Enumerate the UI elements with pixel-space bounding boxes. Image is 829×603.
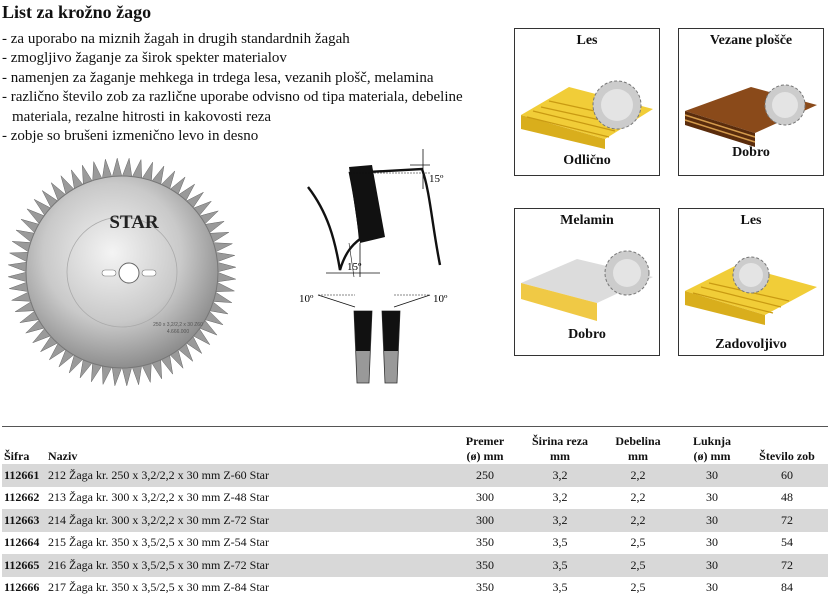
page-title: List za krožno žago [2,2,152,22]
cell-bore: 30 [706,490,718,505]
cell-teeth: 48 [781,490,793,505]
header-line: Debelina [615,434,661,448]
col-header-code: Šifra [4,449,30,463]
cell-teeth: 72 [746,509,828,532]
cell-teeth: 84 [781,580,793,595]
cell-diameter: 250 [448,464,522,487]
col-header-bore [678,426,746,464]
cell-teeth: 54 [781,535,793,550]
cell-name: 214 Žaga kr. 300 x 3,2/2,2 x 30 mm Z-72 Star [46,509,448,532]
table-row [2,487,828,510]
col-header-teeth: Število zob [759,449,815,463]
material-name: Les [576,33,598,48]
header-line: mm [628,449,648,463]
cell-thickness: 2,5 [598,554,678,577]
cell-diameter: 300 [476,490,494,505]
cell-code: 112664 [4,535,40,550]
product-table [2,426,828,599]
table-row [2,464,828,487]
material-rating: Zadovoljivo [715,337,787,352]
material-rating: Dobro [732,145,770,160]
header-line: Premer [465,434,505,448]
blade-spec-text: 4.666.000 [166,329,190,335]
cell-name: 213 Žaga kr. 300 x 3,2/2,2 x 30 mm Z-48 Star [48,490,269,505]
cell-thickness: 2,2 [598,509,678,532]
cell-code: 112661 [2,464,46,487]
clearance-angle-label: 15º [347,261,362,273]
wood-cut-icon [517,57,657,149]
melamine-cut-icon [517,235,657,327]
cell-bore: 30 [678,554,746,577]
col-header-thickness [598,426,678,464]
header-line: (ø) mm [466,449,504,463]
material-card-wood [514,28,660,176]
col-header-diameter [448,426,522,464]
cell-code: 112663 [2,509,46,532]
table-row [2,532,828,555]
header-line: mm [550,449,570,463]
cell-name: 215 Žaga kr. 350 x 3,5/2,5 x 30 mm Z-54 Star [48,535,269,550]
cell-bore: 30 [706,580,718,595]
cell-thickness: 2,5 [630,580,646,595]
cell-diameter: 350 [476,580,494,595]
cell-name: 216 Žaga kr. 350 x 3,5/2,5 x 30 mm Z-72 Star [46,554,448,577]
feature-item: - zobje so brušeni izmenično levo in desno [2,127,482,146]
cell-kerf: 3,2 [552,490,568,505]
header-line: Širina reza [531,434,589,448]
cell-diameter: 300 [448,509,522,532]
cell-diameter: 350 [448,554,522,577]
right-side-angle-label: 10º [433,293,448,305]
cell-diameter: 350 [476,535,494,550]
col-header-name: Naziv [48,449,78,463]
material-name: Melamin [560,213,614,228]
table-row [2,577,828,600]
wood-cut-icon [681,235,821,327]
saw-blade-image [2,152,242,392]
material-name: Vezane plošče [709,33,793,48]
table-row [2,509,828,532]
material-card-melamine [514,208,660,356]
cell-code: 112665 [2,554,46,577]
header-line: (ø) mm [693,449,731,463]
cell-code: 112662 [4,490,40,505]
plywood-cut-icon [681,57,821,149]
cell-thickness: 2,5 [630,535,646,550]
cell-kerf: 3,5 [552,535,568,550]
table-row [2,554,828,577]
feature-item: - za uporabo na miznih žagah in drugih standardnih žagah [2,30,482,49]
blade-brand-logo: STAR [109,212,159,233]
table-header-row [2,426,828,464]
cell-bore: 30 [706,535,718,550]
cell-teeth: 72 [746,554,828,577]
material-name: Les [740,213,762,228]
left-side-angle-label: 10º [299,293,314,305]
cell-kerf: 3,5 [552,580,568,595]
cell-bore: 30 [678,509,746,532]
cell-kerf: 3,2 [522,509,598,532]
cell-kerf: 3,2 [522,464,598,487]
rake-angle-label: 15º [429,173,444,185]
col-header-kerf [522,426,598,464]
header-line: Luknja [692,434,732,448]
cell-name: 217 Žaga kr. 350 x 3,5/2,5 x 30 mm Z-84 Star [48,580,269,595]
blade-spec-text: 250 x 3,2/2,2 x 30 Z60 [153,322,203,328]
cell-name: 212 Žaga kr. 250 x 3,2/2,2 x 30 mm Z-60 Star [46,464,448,487]
material-card-plywood [678,28,824,176]
cell-kerf: 3,5 [522,554,598,577]
feature-item: - namenjen za žaganje mehkega in trdega lesa, vezanih plošč, melamina [2,69,482,88]
cell-teeth: 60 [746,464,828,487]
material-card-wood-2 [678,208,824,356]
material-rating: Dobro [568,327,606,342]
feature-list [2,30,482,146]
cell-bore: 30 [678,464,746,487]
cell-thickness: 2,2 [630,490,646,505]
cell-code: 112666 [4,580,40,595]
tooth-geometry-diagram [290,145,465,395]
material-rating: Odlično [563,153,611,168]
feature-item: - različno število zob za različne uporabe odvisno od tipa materiala, debeline materiala, rezalne hitrosti in kakovosti reza [2,88,482,127]
cell-thickness: 2,2 [598,464,678,487]
feature-item: - zmogljivo žaganje za širok spekter materialov [2,49,482,68]
